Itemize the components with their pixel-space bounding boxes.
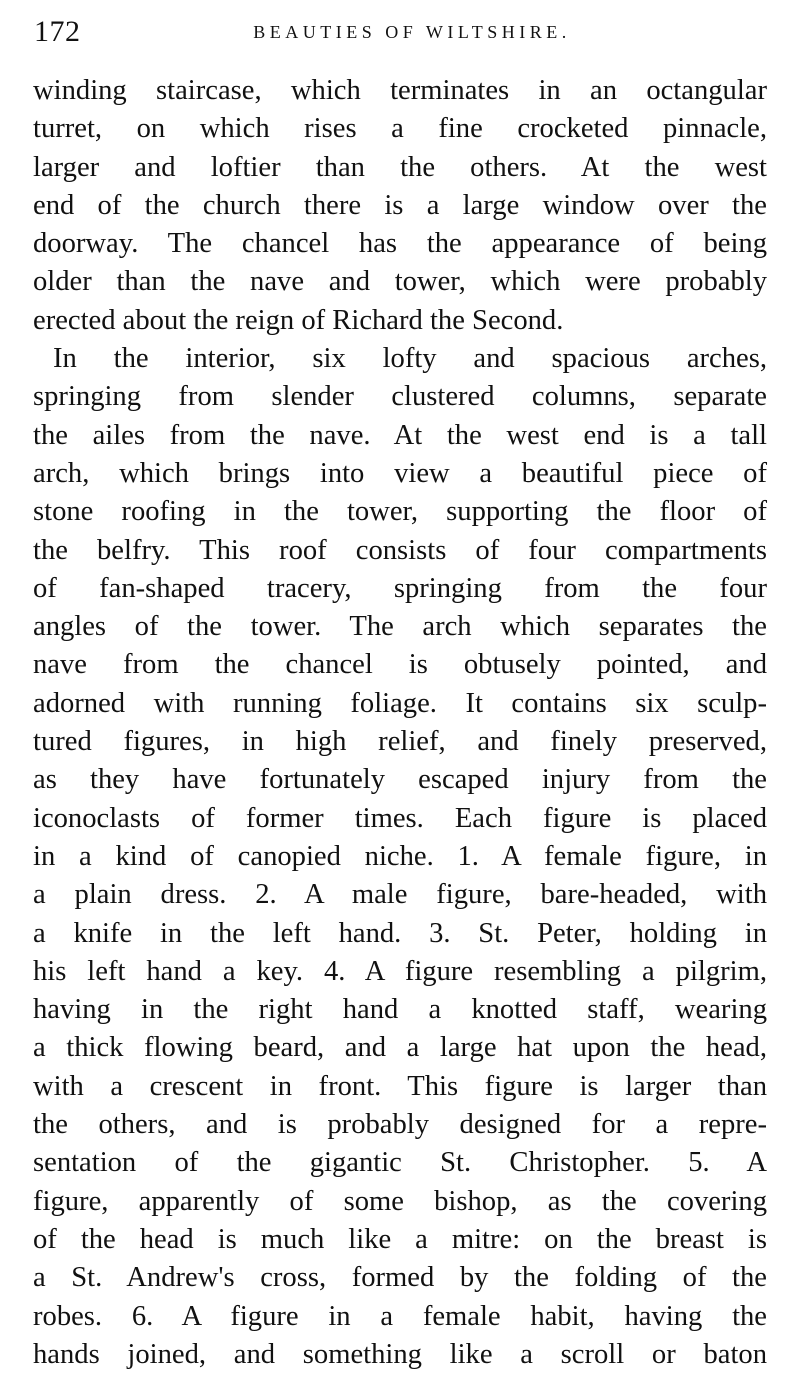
text-line: a plain dress. 2. A male figure, bare-headed, with <box>33 879 767 911</box>
text-line: robes. 6. A figure in a female habit, having the <box>33 1300 767 1332</box>
running-title: BEAUTIES OF WILTSHIRE. <box>253 22 571 42</box>
text-line: of fan-shaped tracery, springing from the four <box>33 572 767 604</box>
text-line: springing from slender clustered columns, separate <box>33 381 767 413</box>
page-number: 172 <box>34 15 81 48</box>
text-line: older than the nave and tower, which were probably <box>33 266 767 298</box>
text-line: in a kind of canopied niche. 1. A female figure, in <box>33 840 767 872</box>
text-line: angles of the tower. The arch which separates the <box>33 611 767 643</box>
text-line: having in the right hand a knotted staff, wearing <box>33 994 767 1026</box>
text-line: stone roofing in the tower, supporting the floor of <box>33 496 767 528</box>
paragraph-first-line: In the interior, six lofty and spacious arches, <box>53 343 767 375</box>
text-line: the belfry. This roof consists of four compartments <box>33 534 767 566</box>
running-head <box>34 14 766 50</box>
text-line: adorned with running foliage. It contains six sculp- <box>33 687 767 719</box>
text-line: iconoclasts of former times. Each figure is placed <box>33 802 767 834</box>
text-line: tured figures, in high relief, and finely preserved, <box>33 726 767 758</box>
text-line: turret, on which rises a fine crocketed pinnacle, <box>33 113 767 145</box>
text-line: hands joined, and something like a scroll or baton <box>33 1338 767 1370</box>
text-line: the others, and is probably designed for a repre- <box>33 1109 767 1141</box>
text-line: as they have fortunately escaped injury from the <box>33 764 767 796</box>
text-line: erected about the reign of Richard the Second. <box>33 304 564 336</box>
text-line: winding staircase, which terminates in an octangular <box>33 75 767 106</box>
text-line: the ailes from the nave. At the west end is a tall <box>33 419 767 451</box>
text-line: end of the church there is a large window over the <box>33 189 767 221</box>
text-line: figure, apparently of some bishop, as the covering <box>33 1185 767 1217</box>
text-line: his left hand a key. 4. A figure resembling a pilgrim, <box>33 955 767 987</box>
text-line: doorway. The chancel has the appearance of being <box>33 228 767 260</box>
text-line: a thick flowing beard, and a large hat upon the head, <box>33 1032 767 1064</box>
text-line: of the head is much like a mitre: on the breast is <box>33 1223 767 1255</box>
text-line: a knife in the left hand. 3. St. Peter, holding in <box>33 917 767 949</box>
text-line: a St. Andrew's cross, formed by the folding of the <box>33 1262 767 1294</box>
text-line: with a crescent in front. This figure is larger than <box>33 1070 767 1102</box>
body-text <box>33 72 767 1374</box>
text-line: nave from the chancel is obtusely pointed, and <box>33 649 767 681</box>
text-line: arch, which brings into view a beautiful piece of <box>33 457 767 489</box>
text-line: sentation of the gigantic St. Christopher. 5. A <box>33 1147 767 1179</box>
text-line: larger and loftier than the others. At the west <box>33 151 767 183</box>
